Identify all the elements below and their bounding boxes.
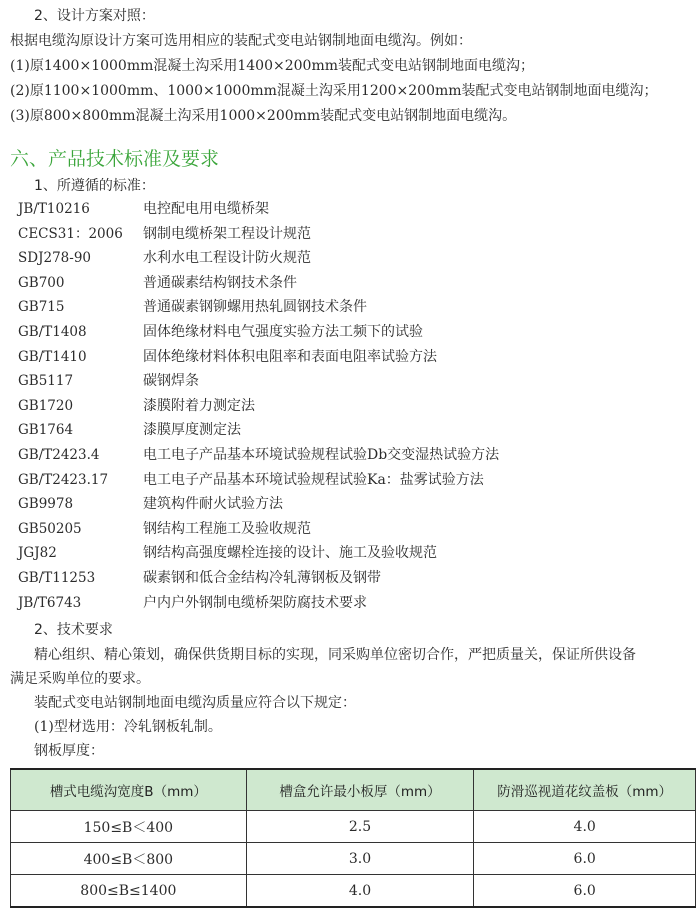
cell-min-thickness: 4.0: [246, 875, 474, 908]
standard-code: GB700: [18, 274, 65, 291]
standard-row: [0, 419, 700, 441]
design-item-2: (2)原1100×1000mm、1000×1000mm混凝土沟采用1200×200mm装配式变电站钢制地面电缆沟；: [10, 83, 658, 99]
standard-code: GB/T1408: [18, 324, 87, 340]
standard-code: GB9978: [18, 496, 74, 513]
cell-min-thickness: 2.5: [246, 811, 474, 843]
standard-code: GB715: [18, 299, 65, 316]
design-heading: 2、设计方案对照：: [34, 8, 155, 24]
standard-title: 固体绝缘材料电气强度实验方法工频下的试验: [143, 324, 423, 340]
standard-row: [0, 346, 700, 368]
header-width: 槽式电缆沟宽度B（mm）: [11, 769, 247, 811]
tech-paragraph-line2: 满足采购单位的要求。: [10, 671, 150, 687]
standard-title: 建筑构件耐火试验方法: [143, 496, 283, 513]
standard-title: 电工电子产品基本环境试验规程试验Ka：盐雾试验方法: [143, 471, 484, 488]
standard-code: GB/T2423.4: [18, 447, 100, 463]
standard-code: GB50205: [18, 520, 82, 537]
standard-code: GB/T2423.17: [18, 471, 109, 488]
design-item-1: (1)原1400×1000mm混凝土沟采用1400×200mm装配式变电站钢制地面电缆沟；: [10, 58, 535, 74]
cell-min-thickness: 3.0: [246, 843, 474, 875]
standard-title: 普通碳素结构钢技术条件: [143, 274, 297, 291]
standard-row: [0, 444, 700, 466]
cell-cover-plate: 6.0: [474, 875, 696, 908]
standard-title: 电控配电用电缆桥架: [143, 201, 269, 217]
table-row: [11, 843, 696, 875]
standard-code: GB/T11253: [18, 570, 96, 586]
standard-row: [0, 321, 700, 343]
design-item-3: (3)原800×800mm混凝土沟采用1000×200mm装配式变电站钢制地面电缆沟。: [10, 108, 517, 124]
tech-heading: 2、技术要求: [34, 622, 113, 638]
tech-paragraph-line1: 精心组织、精心策划，确保供货期目标的实现，同采购单位密切合作，严把质量关，保证所供设备: [34, 647, 636, 663]
standard-code: JB/T6743: [18, 594, 82, 611]
standard-code: GB5117: [18, 373, 74, 390]
standard-code: GB1720: [18, 397, 74, 414]
cell-cover-plate: 4.0: [474, 811, 696, 843]
standard-row: [0, 567, 700, 589]
header-min-thickness: 槽盒允许最小板厚（mm）: [246, 769, 474, 811]
standard-row: [0, 198, 700, 220]
standard-title: 钢结构高强度螺栓连接的设计、施工及验收规范: [143, 545, 437, 562]
standard-code: GB1764: [18, 422, 74, 439]
thickness-line: 钢板厚度：: [34, 743, 104, 759]
standard-code: CECS31：2006: [18, 225, 123, 242]
standard-title: 碳素钢和低合金结构冷轧薄钢板及钢带: [143, 570, 381, 586]
standard-title: 钢制电缆桥架工程设计规范: [143, 225, 311, 242]
standard-row: [0, 370, 700, 392]
standard-code: GB/T1410: [18, 348, 87, 365]
standard-title: 水利水电工程设计防火规范: [143, 250, 311, 267]
standard-code: JB/T10216: [18, 201, 90, 217]
standard-title: 固体绝缘材料体积电阻率和表面电阻率试验方法: [143, 348, 437, 365]
standard-row: [0, 223, 700, 245]
cell-cover-plate: 6.0: [474, 843, 696, 875]
table-row: [11, 875, 696, 908]
cell-width: 400≤B＜800: [11, 843, 247, 875]
standard-title: 漆膜厚度测定法: [143, 422, 241, 439]
standard-title: 钢结构工程施工及验收规范: [143, 520, 311, 537]
standard-row: [0, 542, 700, 564]
standard-title: 碳钢焊条: [143, 373, 199, 390]
standard-row: [0, 469, 700, 491]
section-title: 六、产品技术标准及要求: [10, 148, 220, 170]
table-row: [11, 811, 696, 843]
standard-row: [0, 395, 700, 417]
header-cover-plate: 防滑巡视道花纹盖板（mm）: [474, 769, 696, 811]
standard-row: [0, 272, 700, 294]
thickness-table: [10, 768, 696, 908]
standard-title: 普通碳素钢铆螺用热轧圆钢技术条件: [143, 299, 367, 316]
standard-code: SDJ278-90: [18, 250, 91, 267]
standard-title: 漆膜附着力测定法: [143, 397, 255, 414]
design-intro: 根据电缆沟原设计方案可选用相应的装配式变电站钢制地面电缆沟。例如：: [10, 33, 472, 49]
quality-line: 装配式变电站钢制地面电缆沟质量应符合以下规定：: [34, 695, 356, 711]
cell-width: 800≤B≤1400: [11, 875, 247, 908]
standards-heading: 1、所遵循的标准：: [34, 178, 155, 194]
standard-row: [0, 592, 700, 614]
standard-title: 户内户外钢制电缆桥架防腐技术要求: [143, 594, 367, 611]
standard-row: [0, 296, 700, 318]
standard-row: [0, 518, 700, 540]
material-line: (1)型材选用：冷轧钢板轧制。: [34, 719, 222, 735]
standard-row: [0, 493, 700, 515]
standard-title: 电工电子产品基本环境试验规程试验Db交变湿热试验方法: [143, 447, 500, 463]
standard-row: [0, 247, 700, 269]
table-header-row: [11, 769, 696, 811]
standard-code: JGJ82: [18, 545, 57, 562]
cell-width: 150≤B＜400: [11, 811, 247, 843]
